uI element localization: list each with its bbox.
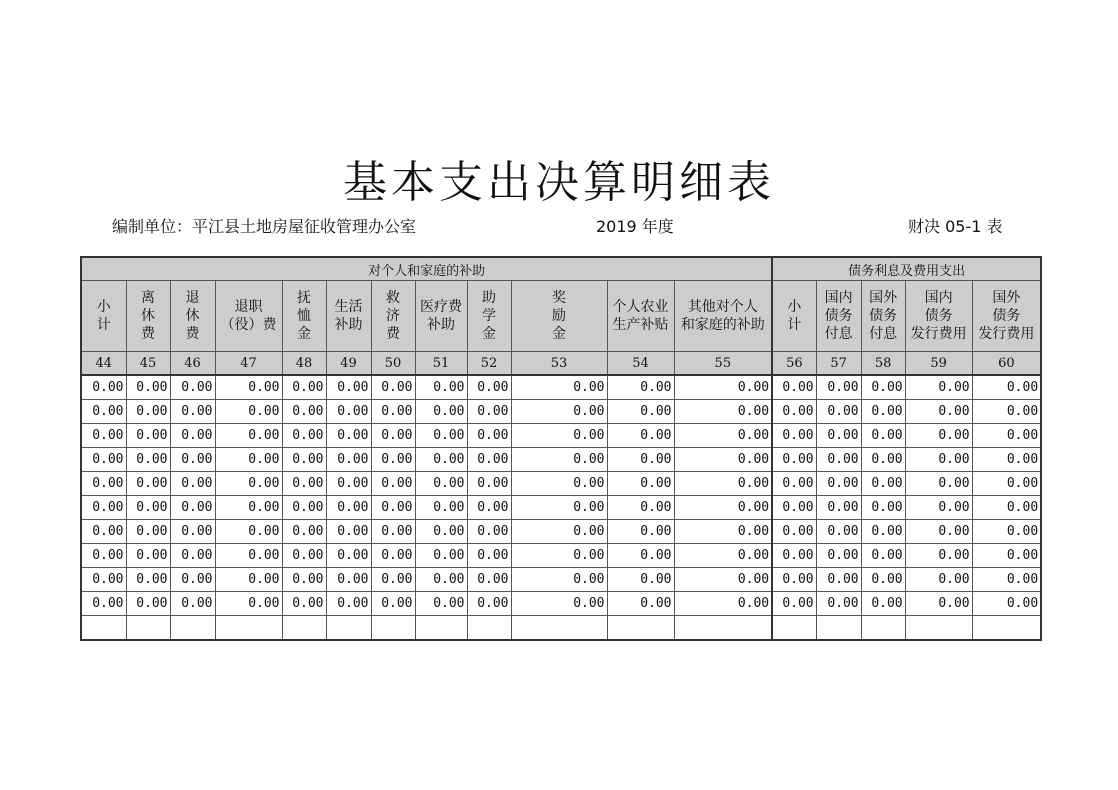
table-row	[81, 424, 1041, 448]
table-cell: 0.00	[126, 472, 170, 496]
table-cell	[215, 616, 282, 641]
expenditure-table	[80, 256, 1042, 641]
table-cell: 0.00	[81, 400, 126, 424]
table-cell: 0.00	[816, 592, 861, 616]
table-cell: 0.00	[772, 544, 816, 568]
table-cell: 0.00	[861, 568, 905, 592]
column-header: 小 计	[772, 281, 816, 352]
table-cell: 0.00	[772, 375, 816, 400]
table-cell: 0.00	[467, 472, 511, 496]
table-cell: 0.00	[326, 592, 371, 616]
table-cell: 0.00	[81, 375, 126, 400]
table-cell: 0.00	[415, 448, 467, 472]
table-body	[81, 375, 1041, 640]
table-cell: 0.00	[772, 448, 816, 472]
table-cell: 0.00	[326, 424, 371, 448]
column-number: 48	[282, 352, 326, 376]
table-cell: 0.00	[170, 375, 215, 400]
column-number: 55	[674, 352, 772, 376]
table-cell: 0.00	[816, 400, 861, 424]
table-cell: 0.00	[371, 472, 415, 496]
column-header: 奖 励 金	[511, 281, 607, 352]
table-header	[81, 257, 1041, 375]
table-cell: 0.00	[467, 400, 511, 424]
column-header: 其他对个人 和家庭的补助	[674, 281, 772, 352]
table-cell: 0.00	[816, 424, 861, 448]
column-header: 国外 债务 发行费用	[972, 281, 1041, 352]
table-cell	[415, 616, 467, 641]
table-cell: 0.00	[326, 496, 371, 520]
table-cell: 0.00	[126, 496, 170, 520]
table-cell: 0.00	[282, 592, 326, 616]
column-number: 53	[511, 352, 607, 376]
table-cell: 0.00	[81, 544, 126, 568]
table-cell: 0.00	[215, 592, 282, 616]
table-cell: 0.00	[772, 568, 816, 592]
table-cell	[81, 616, 126, 641]
column-header: 个人农业 生产补贴	[607, 281, 674, 352]
table-cell: 0.00	[126, 592, 170, 616]
table-cell: 0.00	[861, 375, 905, 400]
table-cell	[371, 616, 415, 641]
table-cell: 0.00	[607, 375, 674, 400]
column-header: 国内 债务 付息	[816, 281, 861, 352]
table-cell: 0.00	[772, 424, 816, 448]
table-cell: 0.00	[215, 472, 282, 496]
table-cell: 0.00	[81, 568, 126, 592]
table-cell: 0.00	[81, 448, 126, 472]
table-cell: 0.00	[972, 568, 1041, 592]
table-cell: 0.00	[467, 448, 511, 472]
table-cell: 0.00	[81, 496, 126, 520]
table-cell	[861, 616, 905, 641]
table-cell: 0.00	[905, 544, 972, 568]
table-cell: 0.00	[467, 375, 511, 400]
table-cell	[282, 616, 326, 641]
compiling-unit: 编制单位：平江县土地房屋征收管理办公室	[112, 217, 417, 236]
column-number: 51	[415, 352, 467, 376]
table-cell: 0.00	[326, 568, 371, 592]
table-cell	[674, 616, 772, 641]
table-cell: 0.00	[81, 424, 126, 448]
table-cell: 0.00	[674, 448, 772, 472]
table-cell: 0.00	[126, 400, 170, 424]
table-cell: 0.00	[126, 375, 170, 400]
group-header-personal-subsidies: 对个人和家庭的补助	[81, 257, 772, 281]
table-cell: 0.00	[816, 544, 861, 568]
table-cell: 0.00	[511, 544, 607, 568]
table-cell: 0.00	[972, 520, 1041, 544]
table-cell: 0.00	[415, 568, 467, 592]
table-cell: 0.00	[170, 520, 215, 544]
table-cell: 0.00	[371, 424, 415, 448]
table-cell: 0.00	[772, 592, 816, 616]
table-cell: 0.00	[674, 424, 772, 448]
table-row	[81, 544, 1041, 568]
column-header: 退职 （役）费	[215, 281, 282, 352]
table-cell: 0.00	[126, 448, 170, 472]
table-cell: 0.00	[215, 400, 282, 424]
table-cell: 0.00	[467, 592, 511, 616]
table-row	[81, 375, 1041, 400]
table-cell: 0.00	[326, 400, 371, 424]
column-header: 医疗费 补助	[415, 281, 467, 352]
table-cell: 0.00	[511, 496, 607, 520]
table-cell: 0.00	[415, 472, 467, 496]
table-cell: 0.00	[170, 424, 215, 448]
column-number: 56	[772, 352, 816, 376]
column-number: 60	[972, 352, 1041, 376]
table-cell: 0.00	[170, 568, 215, 592]
table-cell: 0.00	[371, 496, 415, 520]
table-cell: 0.00	[282, 375, 326, 400]
table-cell: 0.00	[326, 375, 371, 400]
table-cell: 0.00	[326, 472, 371, 496]
table-cell: 0.00	[607, 544, 674, 568]
table-cell: 0.00	[282, 520, 326, 544]
table-cell: 0.00	[905, 496, 972, 520]
table-cell: 0.00	[282, 400, 326, 424]
table-cell: 0.00	[816, 472, 861, 496]
column-header: 离 休 费	[126, 281, 170, 352]
table-cell: 0.00	[371, 520, 415, 544]
table-cell: 0.00	[511, 568, 607, 592]
table-cell: 0.00	[170, 496, 215, 520]
table-cell: 0.00	[282, 424, 326, 448]
column-number: 52	[467, 352, 511, 376]
table-cell: 0.00	[972, 424, 1041, 448]
column-number-row	[81, 352, 1041, 376]
table-cell: 0.00	[772, 520, 816, 544]
table-cell: 0.00	[282, 448, 326, 472]
column-number: 59	[905, 352, 972, 376]
table-cell: 0.00	[326, 520, 371, 544]
table-cell: 0.00	[215, 424, 282, 448]
table-cell: 0.00	[215, 375, 282, 400]
table-cell: 0.00	[905, 448, 972, 472]
table-row	[81, 472, 1041, 496]
table-cell: 0.00	[816, 520, 861, 544]
table-cell	[511, 616, 607, 641]
table-cell: 0.00	[905, 592, 972, 616]
table-cell: 0.00	[467, 424, 511, 448]
column-header: 小 计	[81, 281, 126, 352]
table-cell: 0.00	[170, 448, 215, 472]
table-cell: 0.00	[415, 592, 467, 616]
table-cell: 0.00	[972, 448, 1041, 472]
table-cell: 0.00	[905, 520, 972, 544]
table-cell: 0.00	[511, 424, 607, 448]
table-cell: 0.00	[607, 472, 674, 496]
table-cell: 0.00	[326, 544, 371, 568]
table-cell: 0.00	[905, 375, 972, 400]
table-cell	[126, 616, 170, 641]
table-cell	[467, 616, 511, 641]
table-cell: 0.00	[972, 496, 1041, 520]
column-header: 救 济 费	[371, 281, 415, 352]
table-cell: 0.00	[81, 472, 126, 496]
column-header-row	[81, 281, 1041, 352]
fiscal-year: 2019 年度	[596, 217, 674, 236]
group-header-row	[81, 257, 1041, 281]
table-cell: 0.00	[905, 472, 972, 496]
table-cell: 0.00	[861, 472, 905, 496]
table-cell: 0.00	[972, 592, 1041, 616]
table-cell: 0.00	[126, 544, 170, 568]
table-cell: 0.00	[415, 424, 467, 448]
column-number: 47	[215, 352, 282, 376]
table-cell: 0.00	[972, 400, 1041, 424]
table-cell: 0.00	[371, 544, 415, 568]
page-title: 基本支出决算明细表	[343, 157, 775, 208]
table-cell	[972, 616, 1041, 641]
column-header: 国外 债务 付息	[861, 281, 905, 352]
table-cell: 0.00	[511, 520, 607, 544]
table-cell: 0.00	[861, 448, 905, 472]
table-row	[81, 568, 1041, 592]
table-cell: 0.00	[607, 448, 674, 472]
table-cell: 0.00	[170, 472, 215, 496]
table-cell: 0.00	[607, 496, 674, 520]
table-cell	[905, 616, 972, 641]
table-cell: 0.00	[170, 544, 215, 568]
table-row	[81, 616, 1041, 641]
column-number: 44	[81, 352, 126, 376]
table-cell: 0.00	[772, 400, 816, 424]
table-cell: 0.00	[282, 568, 326, 592]
table-cell: 0.00	[415, 400, 467, 424]
table-cell: 0.00	[415, 496, 467, 520]
column-number: 46	[170, 352, 215, 376]
table-row	[81, 520, 1041, 544]
table-cell: 0.00	[215, 496, 282, 520]
column-header: 助 学 金	[467, 281, 511, 352]
table-cell: 0.00	[371, 568, 415, 592]
column-number: 58	[861, 352, 905, 376]
table-row	[81, 400, 1041, 424]
table-cell: 0.00	[467, 520, 511, 544]
table-cell: 0.00	[674, 520, 772, 544]
table-cell: 0.00	[467, 496, 511, 520]
table-row	[81, 592, 1041, 616]
table-cell: 0.00	[972, 375, 1041, 400]
table-cell: 0.00	[905, 568, 972, 592]
column-header: 抚 恤 金	[282, 281, 326, 352]
table-cell: 0.00	[772, 472, 816, 496]
table-cell: 0.00	[511, 400, 607, 424]
table-cell: 0.00	[511, 472, 607, 496]
table-cell: 0.00	[326, 448, 371, 472]
table-cell: 0.00	[861, 592, 905, 616]
table-cell: 0.00	[126, 568, 170, 592]
table-cell: 0.00	[371, 592, 415, 616]
table-cell: 0.00	[674, 400, 772, 424]
table-cell: 0.00	[282, 472, 326, 496]
table-cell: 0.00	[816, 375, 861, 400]
table-cell: 0.00	[607, 568, 674, 592]
table-cell: 0.00	[282, 544, 326, 568]
table-row	[81, 448, 1041, 472]
table-row	[81, 496, 1041, 520]
table-cell: 0.00	[674, 544, 772, 568]
table-cell: 0.00	[415, 520, 467, 544]
table-cell: 0.00	[905, 400, 972, 424]
table-cell	[816, 616, 861, 641]
table-cell: 0.00	[607, 400, 674, 424]
group-header-debt-interest: 债务利息及费用支出	[772, 257, 1041, 281]
form-code: 财决 05-1 表	[908, 217, 1003, 236]
table-cell: 0.00	[415, 544, 467, 568]
table-cell: 0.00	[772, 496, 816, 520]
table-cell: 0.00	[467, 568, 511, 592]
table-cell: 0.00	[674, 592, 772, 616]
table-cell: 0.00	[511, 375, 607, 400]
table-cell: 0.00	[972, 544, 1041, 568]
column-number: 50	[371, 352, 415, 376]
table-cell: 0.00	[170, 592, 215, 616]
table-cell: 0.00	[607, 520, 674, 544]
table-cell: 0.00	[170, 400, 215, 424]
table-cell: 0.00	[371, 375, 415, 400]
table-cell: 0.00	[126, 424, 170, 448]
table-cell: 0.00	[511, 592, 607, 616]
table-cell: 0.00	[972, 472, 1041, 496]
column-number: 57	[816, 352, 861, 376]
table-cell: 0.00	[674, 568, 772, 592]
table-cell: 0.00	[282, 496, 326, 520]
table-cell: 0.00	[415, 375, 467, 400]
table-cell	[607, 616, 674, 641]
table-cell: 0.00	[607, 424, 674, 448]
table-cell: 0.00	[816, 448, 861, 472]
column-number: 49	[326, 352, 371, 376]
column-header: 国内 债务 发行费用	[905, 281, 972, 352]
table-cell: 0.00	[674, 375, 772, 400]
table-cell: 0.00	[215, 544, 282, 568]
table-cell: 0.00	[81, 592, 126, 616]
table-cell: 0.00	[861, 496, 905, 520]
table-cell	[326, 616, 371, 641]
table-cell: 0.00	[861, 424, 905, 448]
table-cell: 0.00	[861, 544, 905, 568]
table-cell: 0.00	[215, 520, 282, 544]
column-number: 45	[126, 352, 170, 376]
table-cell: 0.00	[674, 472, 772, 496]
table-cell: 0.00	[371, 448, 415, 472]
column-number: 54	[607, 352, 674, 376]
table-cell: 0.00	[215, 448, 282, 472]
column-header: 生活 补助	[326, 281, 371, 352]
table-cell: 0.00	[81, 520, 126, 544]
table-cell	[772, 616, 816, 641]
table-cell: 0.00	[816, 496, 861, 520]
table-cell: 0.00	[861, 520, 905, 544]
table-cell: 0.00	[371, 400, 415, 424]
table-cell: 0.00	[607, 592, 674, 616]
table-cell: 0.00	[215, 568, 282, 592]
table-cell: 0.00	[511, 448, 607, 472]
table-cell: 0.00	[905, 424, 972, 448]
table-cell: 0.00	[126, 520, 170, 544]
table-cell	[170, 616, 215, 641]
table-cell: 0.00	[674, 496, 772, 520]
column-header: 退 休 费	[170, 281, 215, 352]
table-cell: 0.00	[816, 568, 861, 592]
table-cell: 0.00	[467, 544, 511, 568]
table-cell: 0.00	[861, 400, 905, 424]
